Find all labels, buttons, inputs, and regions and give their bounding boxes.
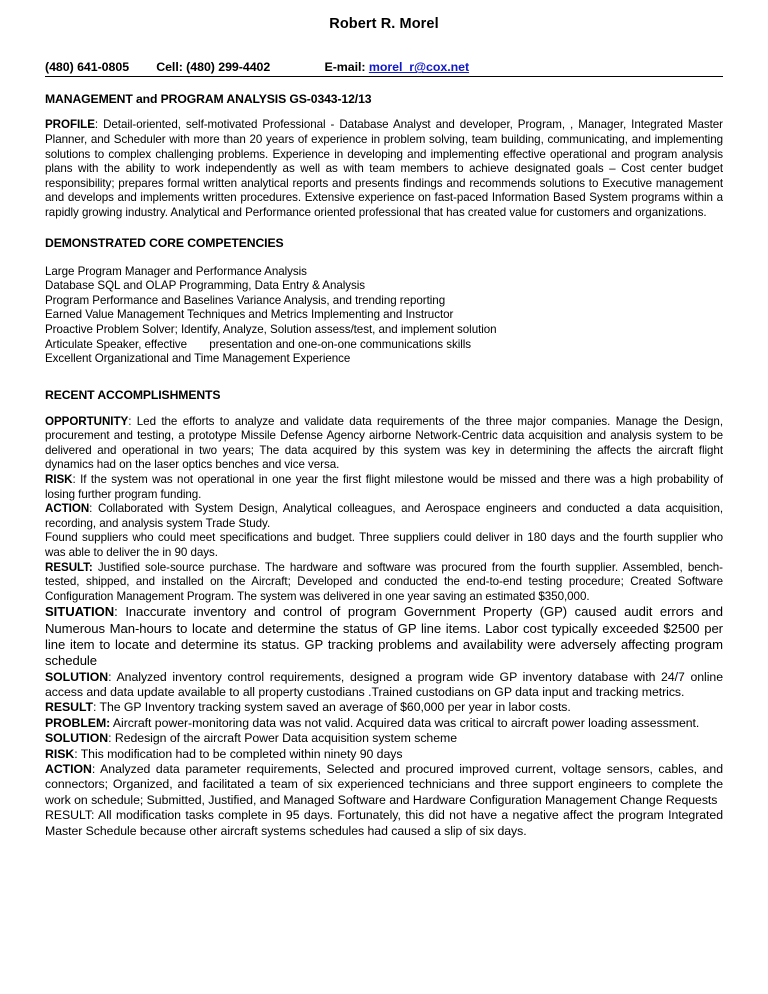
competencies-list: [45, 265, 723, 367]
accomplishments-body: [45, 415, 723, 839]
contact-gap-2: [270, 60, 324, 74]
email-label: E-mail:: [324, 60, 369, 75]
contact-row: [45, 60, 723, 77]
contact-gap-1: [129, 60, 156, 74]
accomplishment-block: [45, 502, 723, 531]
accomplishment-label-colon: :: [91, 762, 96, 777]
list-item: Excellent Organizational and Time Management Experience: [45, 352, 351, 366]
accomplishment-text: Analyzed data parameter requirements, Selected and procured improved current, voltage sensors, cables, and connectors; Organized, and facilitated a team of six experienced technicians and three support engineers to complete the work on schedule; Submitted, Justified, and Managed Software and Hardware Configuration Management Change Requests: [45, 762, 723, 807]
accomplishment-block: [45, 716, 723, 731]
list-item: Earned Value Management Techniques and Metrics Implementing and Instructor: [45, 308, 454, 322]
accomplishment-block: [45, 561, 723, 605]
accomplishment-label-colon: :: [114, 604, 118, 620]
accomplishment-text: Analyzed inventory control requirements, designed a program wide GP inventory database with 24/7 online access and data update available to all property custodians .Trained custodians on GP data input and tracking metrics.: [45, 669, 723, 700]
accomplishment-block: [45, 762, 723, 808]
accomplishment-label-colon: :: [72, 473, 76, 487]
accomplishment-block: [45, 700, 723, 715]
accomplishment-block: [45, 415, 723, 473]
profile-text: Detail-oriented, self-motivated Professional - Database Analyst and developer, Program, , Manager, Integrated Master Planner, and Scheduler with more than 20 years of experience in problem solving, team building, communicating, and implementing solutions to complex challenging problems. Experience in developing and implementing effective operational and program analysis plans with the ability to work independently as well as with team members to achieve designated goals – Cost center budget responsibility; prepares formal written analytical reports and presents findings and recommends solutions to Executive management and develops and implements written procedures. Extensive experience on fast-paced Information Based System programs within a rapidly growing industry. Analytical and Performance oriented professional that has created value for customers and organizations.: [45, 118, 723, 219]
accomplishment-label-colon: :: [108, 731, 112, 746]
accomplishment-block: [45, 473, 723, 502]
accomplishment-label: ACTION: [45, 762, 92, 777]
accomplishment-label: RISK: [45, 746, 75, 761]
accomplishment-text: Collaborated with System Design, Analytical colleagues, and Aerospace engineers and conducted a data acquisition, recording, and analysis system Trade Study.: [45, 502, 724, 530]
profile-paragraph: [45, 118, 723, 220]
accomplishment-block: [45, 604, 723, 669]
accomplishment-text: This modification had to be completed within ninety 90 days: [80, 746, 403, 761]
accomplishment-block: [45, 670, 723, 701]
list-item: Database SQL and OLAP Programming, Data Entry & Analysis: [45, 279, 366, 293]
accomplishment-label: RESULT: [45, 700, 93, 715]
accomplishment-label-colon: :: [92, 700, 97, 715]
accomplishment-label: RESULT:: [45, 560, 93, 574]
accomplishment-text: Aircraft power-monitoring data was not valid. Acquired data was critical to aircraft power loading assessment.: [110, 715, 700, 730]
list-item: Articulate Speaker, effective presentation and one-on-one communications skills: [45, 337, 472, 351]
accomplishment-text: Found suppliers who could meet specifications and budget. Three suppliers could deliver in 180 days and the fourth supplier who was able to deliver the in 90 days.: [45, 531, 723, 560]
accomplishment-label: SITUATION: [45, 604, 115, 620]
accomplishment-label-colon: :: [74, 746, 78, 761]
accomplishment-label: SOLUTION: [45, 731, 109, 746]
accomplishment-label: RESULT: [45, 808, 91, 823]
accomplishment-text: Redesign of the aircraft Power Data acquisition system scheme: [114, 731, 457, 746]
accomplishment-text: Inaccurate inventory and control of program Government Property (GP) caused audit errors and Numerous Man-hours to locate and determine the status of GP line items. Labor cost typically exceeded $2500 per line item to locate and determine its status. GP tracking problems and availability were adversely affecting program schedule: [45, 604, 723, 669]
accomplishment-block: [45, 747, 723, 762]
accomplishment-label: ACTION: [45, 502, 90, 516]
phone-number: (480) 641-0805: [45, 60, 130, 75]
accomplishment-label: SOLUTION: [45, 669, 109, 684]
accomplishment-block: [45, 731, 723, 746]
accomplishment-label-colon: :: [108, 669, 112, 684]
profile-label-suffix: :: [94, 118, 104, 132]
accomplishment-label: PROBLEM:: [45, 715, 111, 730]
list-item: Program Performance and Baselines Variance Analysis, and trending reporting: [45, 293, 446, 307]
accomplishment-text: If the system was not operational in one year the first flight milestone would be missed and there was a high probability of losing further program funding.: [45, 473, 723, 501]
accomplishments-heading: RECENT ACCOMPLISHMENTS: [45, 387, 221, 402]
profile-label: PROFILE: [45, 118, 95, 132]
accomplishment-label-colon: :: [128, 414, 132, 428]
list-item: Large Program Manager and Performance Analysis: [45, 264, 307, 278]
accomplishment-label-colon: :: [90, 808, 95, 823]
list-item: Proactive Problem Solver; Identify, Analyze, Solution assess/test, and implement solution: [45, 322, 497, 336]
competencies-heading: DEMONSTRATED CORE COMPETENCIES: [45, 235, 284, 250]
accomplishment-label-colon: :: [89, 502, 93, 516]
cell-number: Cell: (480) 299-4402: [156, 60, 271, 75]
accomplishment-block: [45, 531, 723, 560]
email-link[interactable]: morel_r@cox.net: [368, 60, 470, 75]
accomplishment-label: OPPORTUNITY: [45, 414, 129, 428]
accomplishment-text: The GP Inventory tracking system saved an average of $60,000 per year in labor costs.: [99, 700, 571, 715]
accomplishment-text: All modification tasks complete in 95 days. Fortunately, this did not have a negative affect the program Integrated Master Schedule because other aircraft systems schedules had caused a slip of six days.: [45, 808, 723, 838]
accomplishment-block: [45, 808, 723, 839]
accomplishment-text: Led the efforts to analyze and validate data requirements of the three major companies. Manage the Design, procurement and testing, a prototype Missile Defense Agency airborne Network-Centric data acquisition and analysis system to be delivered and operational in two years; The data acquired by this system was key in determining the affects the aircraft flight dynamics had on the laser optics benches and vice versa.: [45, 414, 724, 472]
job-target-heading: MANAGEMENT and PROGRAM ANALYSIS GS-0343-12/13: [45, 92, 372, 107]
accomplishment-text: Justified sole-source purchase. The hardware and software was procured from the fourth supplier. Assembled, bench-tested, shipped, and installed on the Aircraft; Developed and conducted the end-to-end testing procedure; Created Software Configuration Management Program. The system was delivered in one year saving an estimated $350,000.: [45, 560, 723, 603]
accomplishment-label: RISK: [45, 473, 73, 487]
page-title: Robert R. Morel: [329, 16, 439, 32]
